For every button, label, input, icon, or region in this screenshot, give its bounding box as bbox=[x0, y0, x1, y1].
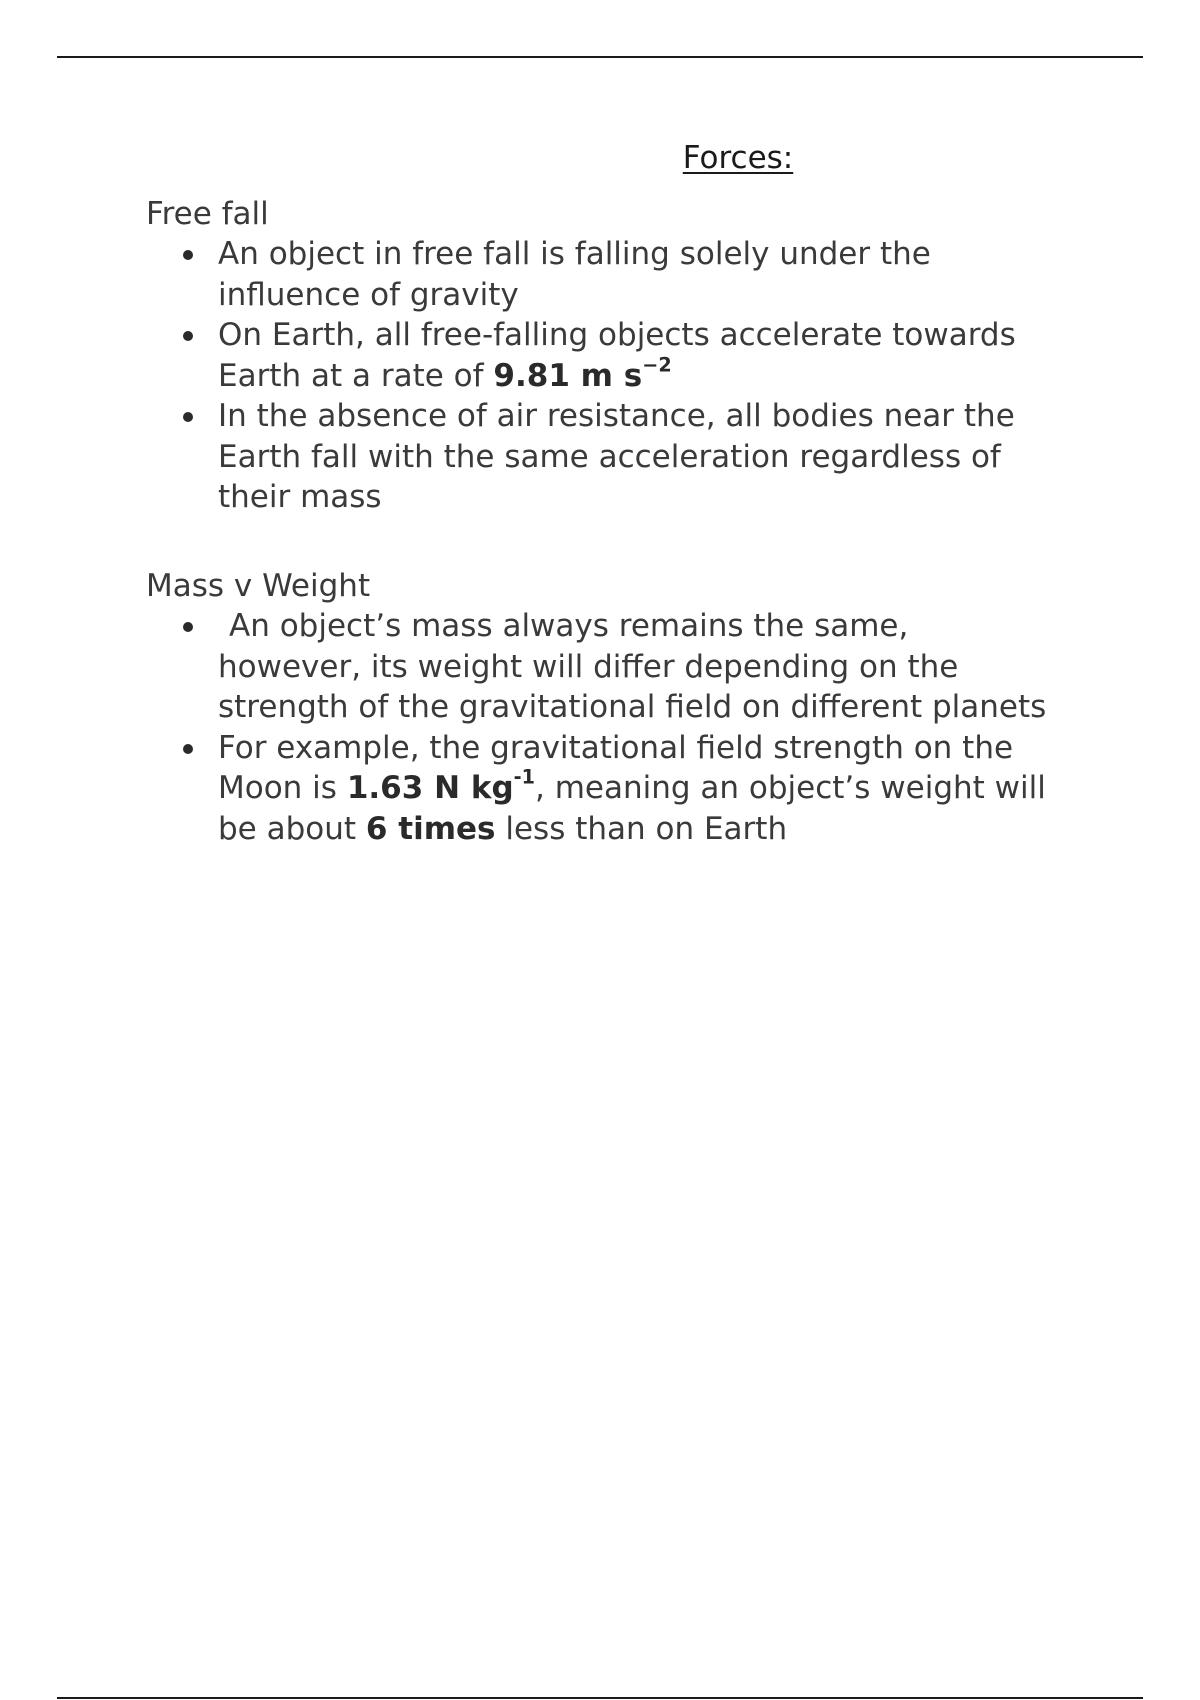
list-item: On Earth, all free-falling objects accelerate towards Earth at a rate of 9.81 m $s^{-2}$ bbox=[218, 315, 1096, 396]
header-rule bbox=[57, 56, 1143, 58]
mass-weight-list bbox=[146, 606, 1096, 849]
bullet-icon bbox=[183, 622, 193, 632]
list-item: An object in free fall is falling solely under the influence of gravity bbox=[218, 234, 1096, 315]
section-spacer bbox=[146, 518, 1096, 566]
weight-ratio-value: 6 times bbox=[365, 810, 496, 847]
free-fall-list bbox=[146, 234, 1096, 518]
document-body bbox=[146, 138, 1096, 849]
list-item: An object’s mass always remains the same, however, its weight will differ depending on the strength of the gravitational field on different planets bbox=[218, 606, 1096, 728]
footer-rule bbox=[57, 1697, 1143, 1699]
gravity-acceleration-value: 9.81 m $s^{-2}$ bbox=[493, 353, 672, 394]
bullet-icon bbox=[183, 331, 193, 341]
section-heading-free-fall: Free fall bbox=[146, 195, 269, 232]
bullet-icon bbox=[183, 744, 193, 754]
page-title: Forces: bbox=[682, 140, 794, 176]
list-item: In the absence of air resistance, all bodies near the Earth fall with the same acceleration regardless of their mass bbox=[218, 396, 1096, 518]
list-item: For example, the gravitational field strength on the Moon is 1.63 N $kg^{-1}$, meaning an object’s weight will be about 6 times less than on Earth bbox=[218, 728, 1096, 850]
moon-field-strength-value: 1.63 N $kg^{-1}$ bbox=[346, 765, 535, 806]
section-heading-mass-v-weight: Mass v Weight bbox=[146, 567, 371, 604]
bullet-icon bbox=[183, 412, 193, 422]
bullet-icon bbox=[183, 250, 193, 260]
